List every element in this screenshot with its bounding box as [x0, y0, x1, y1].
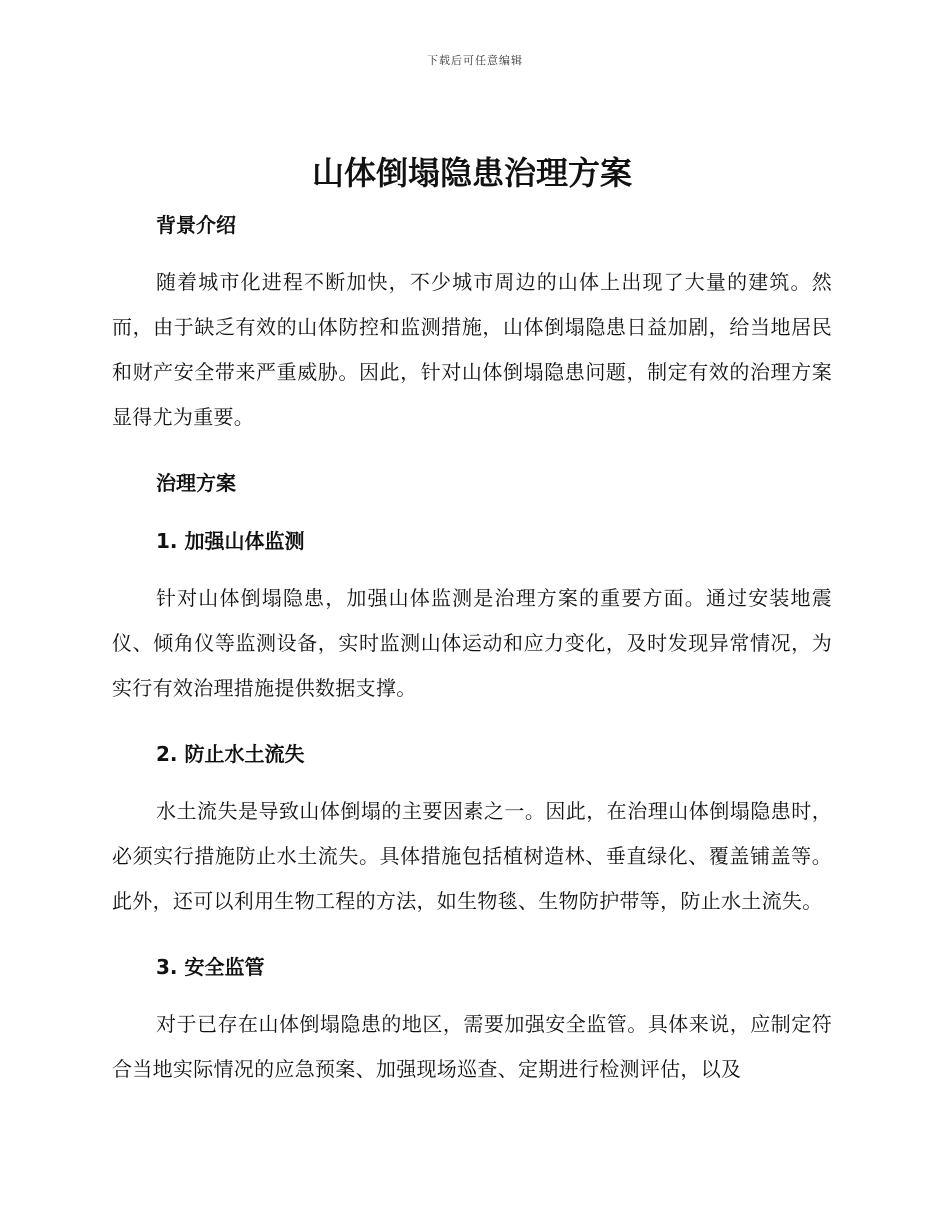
section-heading-supervision: 3. 安全监管: [156, 955, 265, 979]
paragraph-supervision: 对于已存在山体倒塌隐患的地区，需要加强安全监管。具体来说，应制定符合当地实际情况的应急预案、加强现场巡查、定期进行检测评估，以及: [112, 1012, 832, 1081]
document-body: [112, 150, 832, 1092]
paragraph-erosion: 水土流失是导致山体倒塌的主要因素之一。因此，在治理山体倒塌隐患时，必须实行措施防止水土流失。具体措施包括植树造林、垂直绿化、覆盖铺盖等。此外，还可以利用生物工程的方法，如生物毯、生物防护带等，防止水土流失。: [112, 799, 832, 913]
page-header-note: 下载后可任意编辑: [427, 54, 523, 67]
section-heading-background: 背景介绍: [156, 213, 236, 237]
paragraph-background: 随着城市化进程不断加快，不少城市周边的山体上出现了大量的建筑。然而，由于缺乏有效的山体防控和监测措施，山体倒塌隐患日益加剧，给当地居民和财产安全带来严重威胁。因此，针对山体倒塌隐患问题，制定有效的治理方案显得尤为重要。: [112, 270, 832, 429]
paragraph-monitoring: 针对山体倒塌隐患，加强山体监测是治理方案的重要方面。通过安装地震仪、倾角仪等监测设备，实时监测山体运动和应力变化，及时发现异常情况，为实行有效治理措施提供数据支撑。: [112, 586, 832, 700]
document-title: 山体倒塌隐患治理方案: [311, 154, 632, 192]
section-heading-monitoring: 1. 加强山体监测: [156, 529, 305, 553]
section-heading-plan: 治理方案: [156, 471, 236, 495]
section-heading-erosion: 2. 防止水土流失: [156, 742, 305, 766]
